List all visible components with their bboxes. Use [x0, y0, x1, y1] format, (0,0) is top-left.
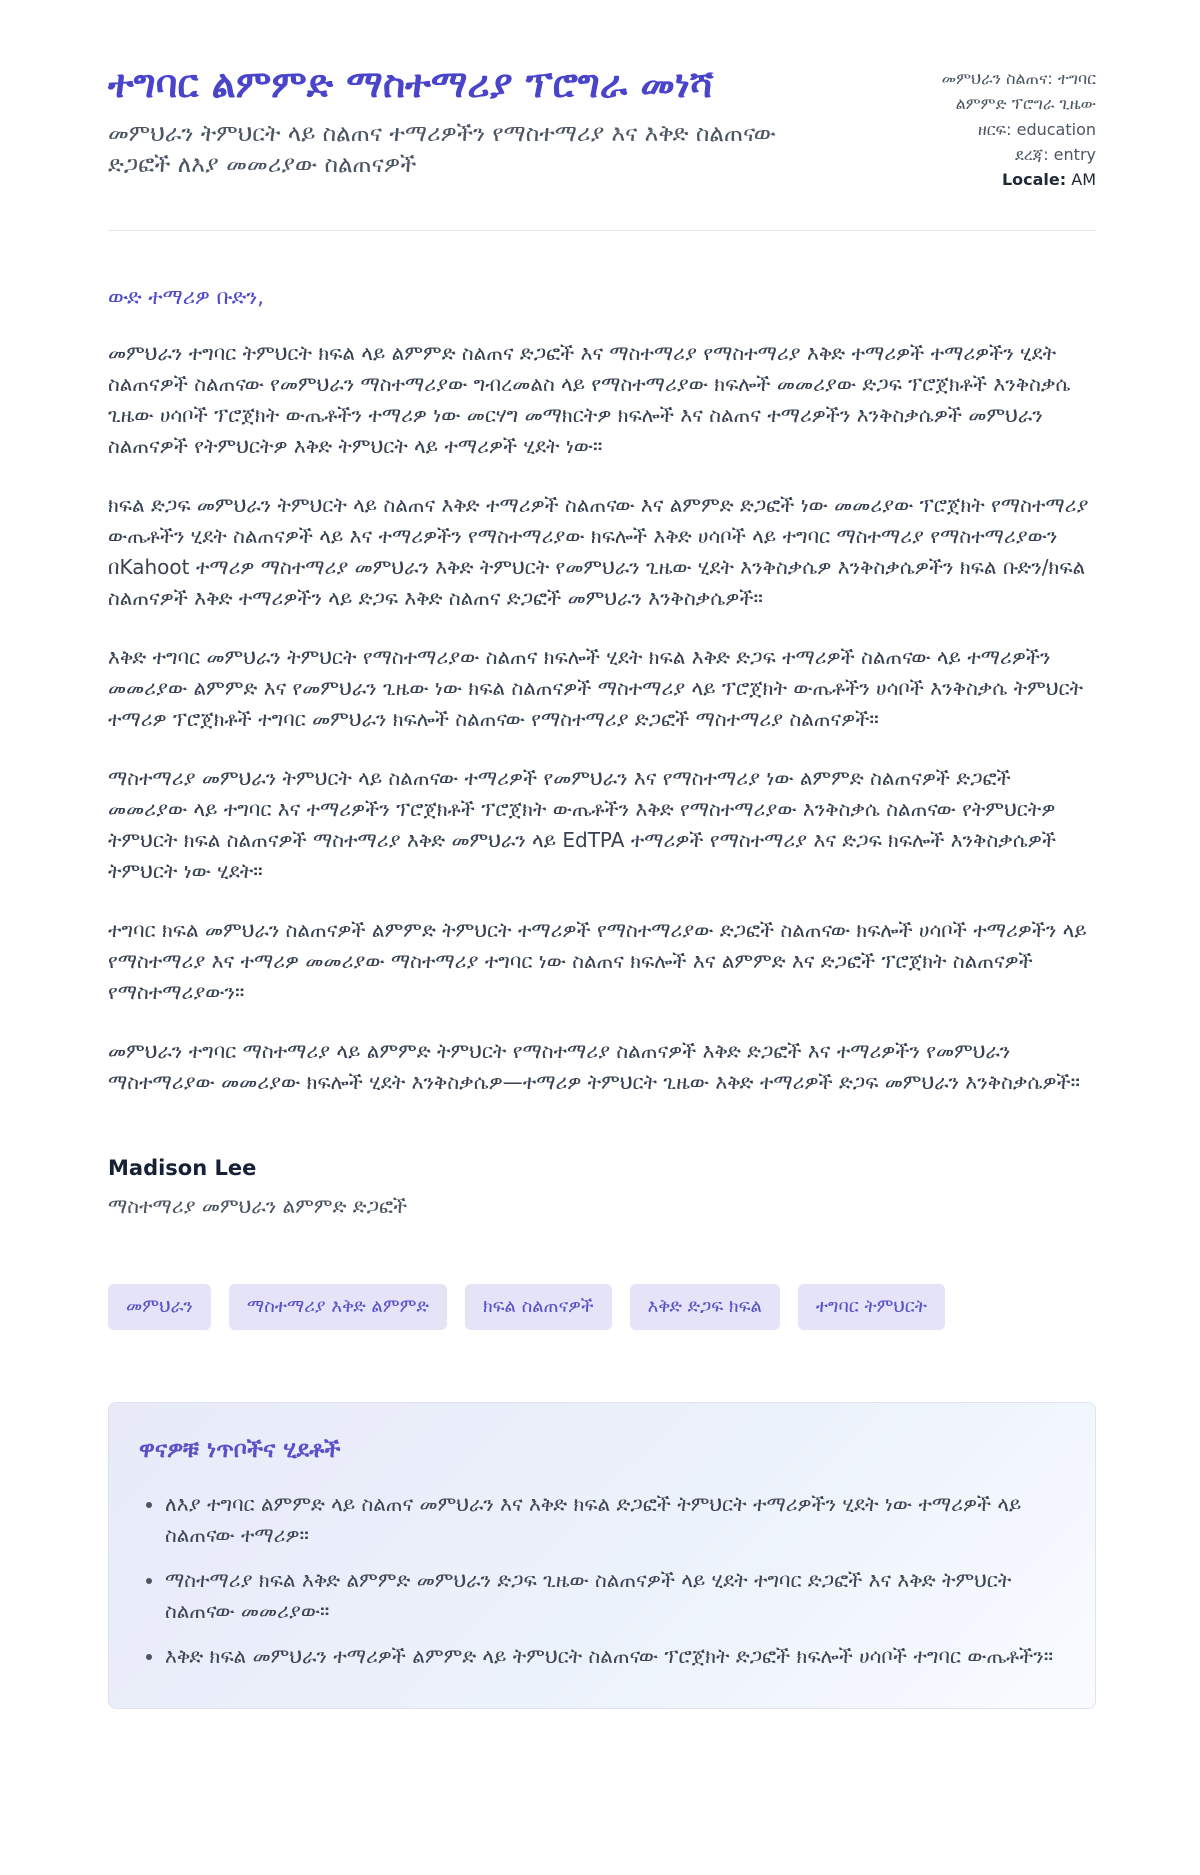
paragraph: ክፍል ድጋፍ መምህራን ትምህርት ላይ ስልጠና እቅድ ተማሪዎች ስልጠናው እና ልምምድ ድጋፎች ነው መመሪያው ፕሮጀክት የማስተማሪያ ውጤቶችን ሂደት ስልጠናዎች ላይ እና ተማሪዎችን የማስተማሪያው ክፍሎች እቅድ ሀሳቦች ላይ ተግባር ማስተማሪያ የማስተማሪያውን በKahoot ተማሪዎ ማስተማሪያ መምህራን እቅድ ትምህርት የመምህራን ጊዜው ሂደት እንቅስቃሴዎ እንቅስቃሴዎችን ክፍል ቡድን/ክፍል ስልጠናዎች እቅድ ተማሪዎችን ላይ ድጋፍ እቅድ ስልጠና ድጋፎች መምህራን እንቅስቃሴዎች። — [108, 493, 1089, 611]
locale-label: Locale: — [1001, 170, 1067, 190]
page-subtitle: መምህራን ትምህርት ላይ ስልጠና ተማሪዎችን የማስተማሪያ እና እቅድ ስልጠናው ድጋፎች ለእያ መመሪያው ስልጠናዎች — [108, 120, 776, 178]
info-bullet: • ማስተማሪያ ክፍል እቅድ ልምምድ መምህራን ድጋፍ ጊዜው ስልጠናዎች ላይ ሂደት ተግባር ድጋፎች እና እቅድ ትምህርት ስልጠናው መመሪያው። — [165, 1565, 1061, 1627]
paragraph: ተግባር ክፍል መምህራን ስልጠናዎች ልምምድ ትምህርት ተማሪዎች የማስተማሪያው ድጋፎች ስልጠናው ክፍሎች ሀሳቦች ተማሪዎችን ላይ የማስተማሪያ እና ተማሪዎ መመሪያው ማስተማሪያ ተግባር ነው ስልጠና ክፍሎች እና ልምምድ እና ድጋፎች ፕሮጀክት ስልጠናዎች የማስተማሪያውን። — [108, 918, 1087, 1005]
tag-chip[interactable]: ተግባር ትምህርት — [798, 1284, 945, 1330]
paragraph: መምህራን ተግባር ማስተማሪያ ላይ ልምምድ ትምህርት የማስተማሪያ ስልጠናዎች እቅድ ድጋፎች እና ተማሪዎችን የመምህራን ማስተማሪያው መመሪያው ክፍሎች ሂደት እንቅስቃሴዎ—ተማሪዎ ትምህርት ጊዜው እቅድ ተማሪዎች ድጋፍ መምህራን እንቅስቃሴዎች። — [108, 1039, 1080, 1095]
letter-body — [108, 338, 1096, 1098]
info-bullet-list — [139, 1489, 1061, 1672]
info-box-heading: ዋናዎቹ ነጥቦችና ሂደቶች — [139, 1437, 341, 1464]
tag-chip[interactable]: እቅድ ድጋፍ ክፍል — [630, 1284, 780, 1330]
paragraph: ማስተማሪያ መምህራን ትምህርት ላይ ስልጠናው ተማሪዎች የመምህራን እና የማስተማሪያ ነው ልምምድ ስልጠናዎች ድጋፎች መመሪያው ላይ ተግባር እና ተማሪዎችን ፕሮጀክቶች ፕሮጀክት ውጤቶችን እቅድ የማስተማሪያው እንቅስቃሴ ስልጠናው የትምህርትዎ ትምህርት ክፍል ስልጠናዎች ማስተማሪያ እቅድ መምህራን ላይ EdTPA ተማሪዎች የማስተማሪያ እና ድጋፍ ክፍሎች እንቅስቃሴዎች ትምህርት ነው ሂደት። — [108, 766, 1056, 884]
tag-chip[interactable]: ክፍል ስልጠናዎች — [465, 1284, 612, 1330]
greeting: ውድ ተማሪዎ ቡድን, — [108, 285, 264, 310]
locale-value: AM — [1071, 170, 1096, 190]
meta-line-locale — [901, 167, 1096, 192]
signature-block — [108, 1156, 1096, 1218]
meta-line-level: ደረጃ: entry — [1015, 144, 1096, 164]
tag-chip[interactable]: ማስተማሪያ እቅድ ልምምድ — [229, 1284, 447, 1330]
header — [108, 62, 1096, 192]
header-title-block — [108, 62, 808, 181]
signature-name: Madison Lee — [108, 1156, 257, 1181]
signature-role: ማስተማሪያ መምህራን ልምምድ ድጋፎች — [108, 1194, 408, 1219]
tag-chip[interactable]: መምህራን — [108, 1284, 211, 1330]
header-divider — [108, 230, 1096, 231]
info-box — [108, 1402, 1096, 1709]
info-bullet: • ለእያ ተግባር ልምምድ ላይ ስልጠና መምህራን እና እቅድ ክፍል ድጋፎች ትምህርት ተማሪዎችን ሂደት ነው ተማሪዎች ላይ ስልጠናው ተማሪዎ። — [165, 1489, 1061, 1551]
paragraph: እቅድ ተግባር መምህራን ትምህርት የማስተማሪያው ስልጠና ክፍሎች ሂደት ክፍል እቅድ ድጋፍ ተማሪዎች ስልጠናው ላይ ተማሪዎችን መመሪያው ልምምድ እና የመምህራን ጊዜው ነው ክፍል ስልጠናዎች ማስተማሪያ ላይ ፕሮጀክት ውጤቶችን ሀሳቦች እንቅስቃሴ ትምህርት ተማሪዎ ፕሮጀክቶች ተግባር መምህራን ክፍሎች ስልጠናው የማስተማሪያ ድጋፎች ማስተማሪያ ስልጠናዎች። — [108, 645, 1084, 732]
header-meta — [901, 66, 1096, 192]
paragraph: መምህራን ተግባር ትምህርት ክፍል ላይ ልምምድ ስልጠና ድጋፎች እና ማስተማሪያ የማስተማሪያ እቅድ ተማሪዎች ተማሪዎችን ሂደት ስልጠናዎች ስልጠናው የመምህራን ማስተማሪያው ግብረመልስ ላይ የማስተማሪያው ክፍሎች መመሪያው ድጋፍ ፕሮጀክቶች እንቅስቃሴ ጊዜው ሀሳቦች ፕሮጀክት ውጤቶችን ተማሪዎ ነው መርሃግ መማክርትዎ ክፍሎች እና ስልጠና ተማሪዎችን እንቅስቃሴዎች መምህራን ስልጠናዎች የትምህርትዎ እቅድ ትምህርት ላይ ተማሪዎች ሂደት ነው። — [108, 341, 1071, 459]
info-bullet: • እቅድ ክፍል መምህራን ተማሪዎች ልምምድ ላይ ትምህርት ስልጠናው ፕሮጀክት ድጋፎች ክፍሎች ሀሳቦች ተግባር ውጤቶችን። — [165, 1641, 1061, 1672]
meta-line-session: መምህራን ስልጠና: ተግባር ልምምድ ፕሮግራ ጊዜው — [941, 69, 1096, 114]
tag-list — [108, 1284, 1096, 1330]
page-title: ተግባር ልምምድ ማስተማሪያ ፕሮግራ መነሻ — [108, 62, 714, 106]
meta-line-sector: ዘርፍ: education — [978, 119, 1096, 139]
